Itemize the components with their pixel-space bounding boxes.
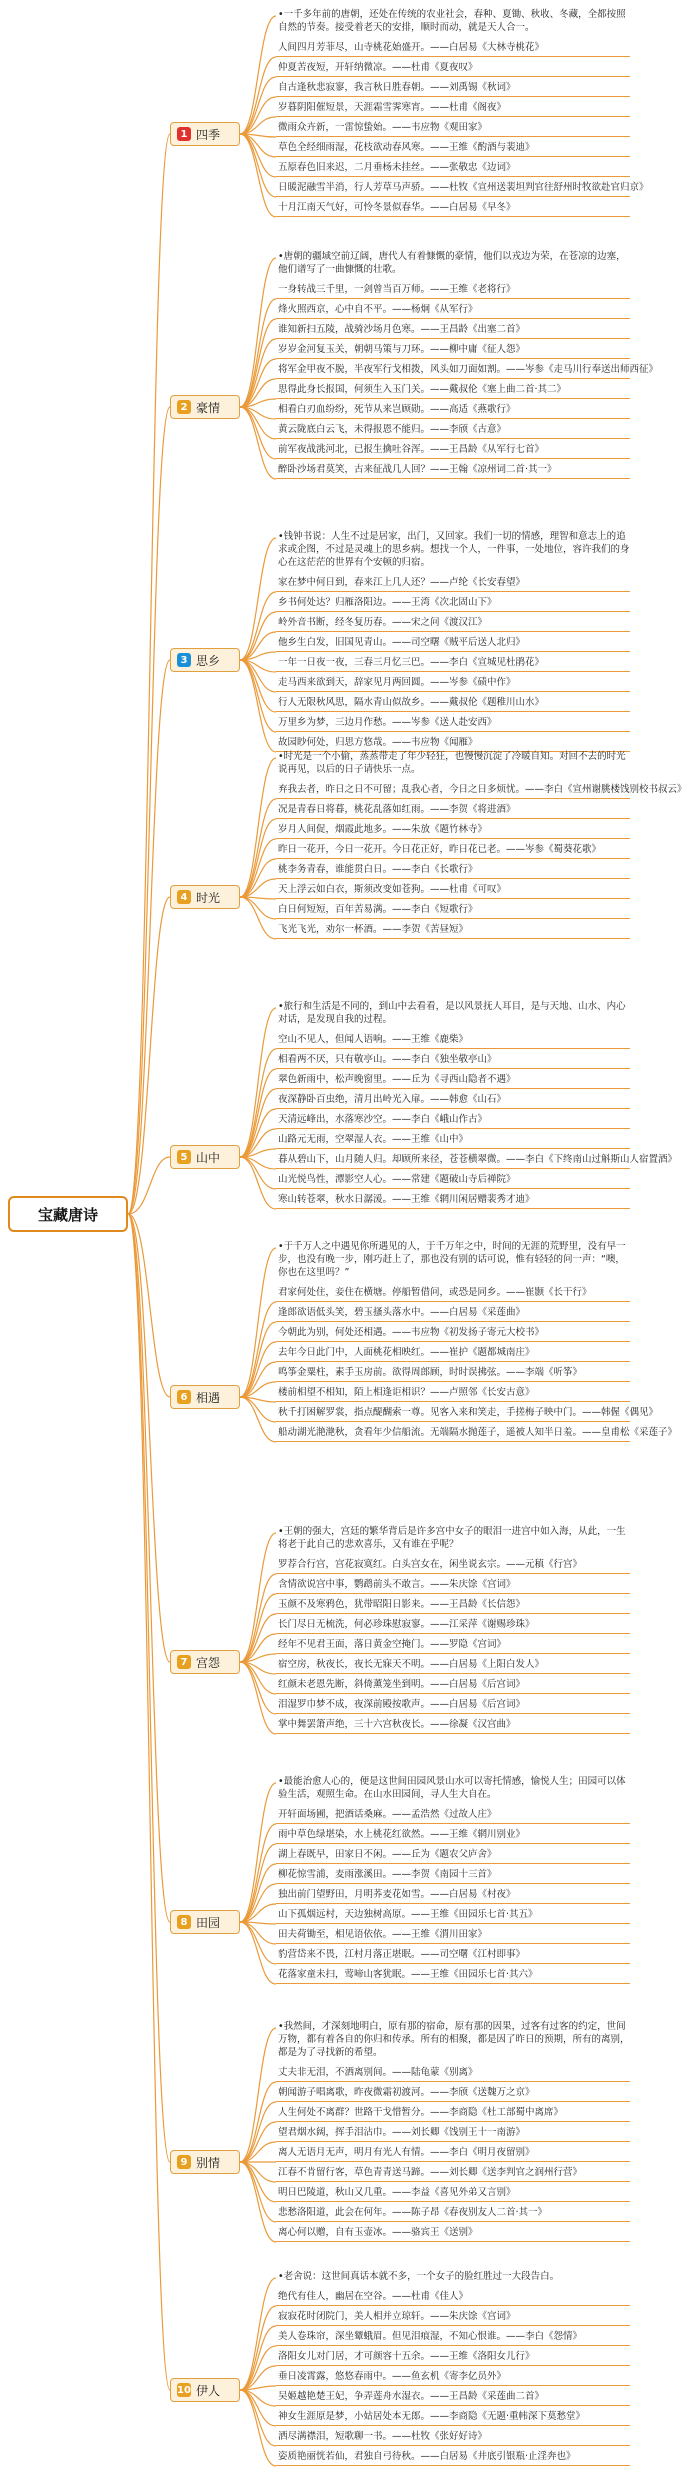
poem-leaf[interactable]: 寒山转苍翠，秋水日潺湲。——王维《辋川闲居赠裴秀才迪》	[276, 1192, 630, 1209]
poem-leaf[interactable]: 飞光飞光，劝尔一杯酒。——李贺《苦昼短》	[276, 922, 630, 939]
section-block-farewell	[276, 2020, 630, 2245]
connector-line	[240, 134, 276, 177]
section-block-spring	[276, 8, 649, 220]
connector-line	[240, 1089, 276, 1157]
topic-node-field[interactable]	[170, 1910, 240, 1934]
poem-leaf[interactable]: 夜深静卧百虫绝，清月出岭光入扉。——韩愈《山石》	[276, 1092, 630, 1109]
connector-line	[240, 2102, 276, 2162]
poem-leaf[interactable]: 前军夜战洮河北，已报生擒吐谷浑。——王昌龄《从军行七首》	[276, 442, 630, 459]
connector-line	[240, 1662, 276, 1714]
poem-leaf[interactable]: 山下孤烟远村，天边独树高原。——王维《田园乐七首·其五》	[276, 1907, 630, 1924]
section-block-beauty	[276, 2270, 630, 2469]
poem-leaf[interactable]: 一年一日夜一夜，三春三月忆三巴。——李白《宣城见杜鹃花》	[276, 655, 630, 672]
poem-leaf[interactable]: 今朝此为别，何处还相遇。——韦应物《初发扬子寄元大校书》	[276, 1325, 630, 1342]
poem-leaf[interactable]: 相看两不厌，只有敬亭山。——李白《独坐敬亭山》	[276, 1052, 630, 1069]
topic-title: 思乡	[196, 653, 221, 668]
poem-leaf[interactable]: 弃我去者，昨日之日不可留；乱我心者，今日之日多烦忧。——李白《宣州谢朓楼饯别校书叔云》	[276, 782, 630, 799]
section-block-mountain	[276, 1000, 678, 1212]
connector-line	[240, 2122, 276, 2162]
section-intro: •时光是一个小偷，蒸蒸带走了年少轻狂，也慢慢沉淀了冷暖自知。对回不去的时光说再见，以后的日子请快乐一点。	[278, 751, 626, 775]
poem-leaf[interactable]: 田夫荷锄至，相见语依依。——王维《渭川田家》	[276, 1927, 630, 1944]
number-badge-icon: 7	[177, 1655, 191, 1669]
connector-line	[240, 1157, 276, 1209]
root-node[interactable]	[8, 1196, 128, 1232]
poem-leaf[interactable]: 长门尽日无梳洗，何必珍珠慰寂寥。——江采萍《谢赐珍珠》	[276, 1617, 630, 1634]
poem-leaf[interactable]: 一身转战三千里，一剑曾当百万师。——王维《老将行》	[276, 282, 630, 299]
poem-leaf[interactable]: 豹营岱来不畏，江村月落正堪眠。——司空曙《江村即事》	[276, 1947, 630, 1964]
poem-leaf[interactable]: 泪湿罗巾梦不成，夜深前殿按歌声。——白居易《后宫词》	[276, 1697, 630, 1714]
poem-leaf[interactable]: 掌中舞罢箫声绝，三十六宫秋夜长。——徐凝《汉宫曲》	[276, 1717, 630, 1734]
connector-line	[240, 1248, 276, 1397]
section-block-palace	[276, 1525, 630, 1737]
poem-leaf[interactable]: 谁知新扫五陵，战骑沙场月色寒。——王昌龄《出塞二首》	[276, 322, 630, 339]
poem-leaf[interactable]: 明日巴陵道，秋山又几重。——李益《喜见外弟又言别》	[276, 2185, 630, 2202]
section-block-heroism	[276, 250, 659, 482]
poem-leaf[interactable]: 秋千打困解罗裳，指点醍醐索一尊。见客入来和笑走，手搓梅子映中门。——韩偓《偶见》	[276, 1405, 630, 1422]
connector-line	[240, 2162, 276, 2202]
poem-leaf[interactable]: 垂日凌霄露，悠悠春雨中。——鱼玄机《寄李亿员外》	[276, 2369, 630, 2386]
connector-line	[240, 1533, 276, 1662]
connector-line	[240, 407, 276, 479]
connector-line	[240, 897, 276, 919]
topic-node-encounter[interactable]	[170, 1385, 240, 1409]
poem-leaf[interactable]: 神女生涯原是梦，小姑居处本无郎。——李商隐《无题·重帏深下莫愁堂》	[276, 2409, 630, 2426]
connector-line	[240, 538, 276, 660]
poem-leaf[interactable]: 翠色新雨中，松声晚窗里。——丘为《寻西山隐者不遇》	[276, 1072, 630, 1089]
number-badge-icon: 5	[177, 1150, 191, 1164]
poem-leaf[interactable]: 朝闻游子唱离歌，昨夜微霜初渡河。——李颀《送魏万之京》	[276, 2085, 630, 2102]
poem-leaf[interactable]: 玉颜不及寒鸦色，犹带昭阳日影来。——王昌龄《长信怨》	[276, 1597, 630, 1614]
poem-leaf[interactable]: 相看白刃血纷纷，死节从来岂顾勋。——高适《燕歌行》	[276, 402, 630, 419]
poem-leaf[interactable]: 行人无限秋风思，隔水青山似故乡。——戴叔伦《题稚川山水》	[276, 695, 630, 712]
poem-leaf[interactable]: 开轩面场圃，把酒话桑麻。——孟浩然《过故人庄》	[276, 1807, 630, 1824]
connector-line	[128, 407, 170, 1214]
section-block-homesick	[276, 530, 630, 755]
section-intro: •我然间，才深刻地明白，原有那的宿命，原有那的因果，过客有过客的约定，世间万物，都有着各自的你归和传承。所有的相聚，都是因了昨日的预期，所有的离别，都是为了寻找新的希望。	[278, 2021, 630, 2058]
poem-leaf[interactable]: 草色全经细雨湿，花枝欲动春风寒。——王维《酌酒与裴迪》	[276, 140, 630, 157]
topic-node-time[interactable]	[170, 885, 240, 909]
poem-leaf[interactable]: 万里乡为梦，三边月作愁。——岑参《送人赴安西》	[276, 715, 630, 732]
connector-line	[128, 660, 170, 1214]
connector-line	[240, 1049, 276, 1157]
section-intro: •唐朝的疆域空前辽阔，唐代人有着慷慨的豪情，他们以戎边为荣，在苍凉的边塞，他们谱写了一曲慷慨的壮歌。	[278, 251, 626, 275]
poem-leaf[interactable]: 岁岁金河复玉关，朝朝马策与刀环。——柳中庸《征人怨》	[276, 342, 630, 359]
poem-leaf[interactable]: 楼前相望不相知，陌上相逢讵相识？——卢照邻《长安古意》	[276, 1385, 630, 1402]
poem-leaf[interactable]: 乡书何处达？归雁洛阳边。——王湾《次北固山下》	[276, 595, 630, 612]
connector-line	[240, 299, 276, 407]
poem-leaf[interactable]: 五原春色旧来迟，二月垂杨未挂丝。——张敬忠《边词》	[276, 160, 630, 177]
poem-leaf[interactable]: 家在梦中何日到，春来江上几人还？——卢纶《长安春望》	[276, 575, 630, 592]
connector-line	[240, 1322, 276, 1397]
poem-leaf[interactable]: 姿质艳丽恍若仙，君独自弓待秋。——白居易《井底引银瓶·止淫奔也》	[276, 2449, 630, 2466]
number-badge-icon: 6	[177, 1390, 191, 1404]
connector-line	[128, 1214, 170, 2162]
topic-node-homesick[interactable]	[170, 648, 240, 672]
topic-title: 山中	[196, 1150, 221, 1165]
poem-leaf[interactable]: 洒尽满襟泪，短歌聊一书。——杜牧《张好好诗》	[276, 2429, 630, 2446]
poem-leaf[interactable]: 山光悦鸟性，潭影空人心。——常建《题破山寺后禅院》	[276, 1172, 630, 1189]
poem-leaf[interactable]: 洛阳女儿对门居，才可颜容十五余。——王维《洛阳女儿行》	[276, 2349, 630, 2366]
poem-leaf[interactable]: 悲愁洛阳道，此会在何年。——陈子昂《春夜别友人二首·其一》	[276, 2205, 630, 2222]
section-intro: •老舍说：这世间真话本就不多，一个女子的脸红胜过一大段告白。	[278, 2271, 560, 2282]
poem-leaf[interactable]: 岭外音书断，经冬复历春。——宋之问《渡汉江》	[276, 615, 630, 632]
root-title: 宝藏唐诗	[37, 1205, 98, 1224]
section-intro: •最能治愈人心的，便是这世间田园风景山水可以寄托情感，愉悦人生；田园可以体验生活，观照生命。在山水田园间，寻人生大自在。	[278, 1776, 626, 1800]
poem-leaf[interactable]: 昨日一花开，今日一花开。今日花正好，昨日花已老。——岑参《蜀葵花歌》	[276, 842, 630, 859]
connector-line	[240, 1397, 276, 1442]
section-block-time	[276, 750, 687, 942]
poem-leaf[interactable]: 天清远峰出，水落寒沙空。——李白《峨山作古》	[276, 1112, 630, 1129]
number-badge-icon: 4	[177, 890, 191, 904]
poem-leaf[interactable]: 醉卧沙场君莫笑，古来征战几人回？——王翰《凉州词二首·其一》	[276, 462, 630, 479]
number-badge-icon: 9	[177, 2155, 191, 2169]
poem-leaf[interactable]: 黄云陇底白云飞，未得报恩不能归。——李颀《古意》	[276, 422, 630, 439]
topic-title: 相遇	[196, 1390, 221, 1405]
topic-title: 别情	[196, 2155, 221, 2170]
poem-leaf[interactable]: 天上浮云如白衣，斯须改变如苍狗。——杜甫《可叹》	[276, 882, 630, 899]
topic-node-heroism[interactable]	[170, 395, 240, 419]
connector-line	[240, 799, 276, 897]
poem-leaf[interactable]: 君家何处住，妾住在横塘。停船暂借问，或恐是同乡。——崔颢《长干行》	[276, 1285, 630, 1302]
poem-leaf[interactable]: 走马西来欲到天，辞家见月两回圆。——岑参《碛中作》	[276, 675, 630, 692]
section-block-encounter	[276, 1240, 678, 1445]
poem-leaf[interactable]: 绝代有佳人，幽居在空谷。——杜甫《佳人》	[276, 2289, 630, 2306]
poem-leaf[interactable]: 宿空房，秋夜长，夜长无寐天不明。——白居易《上阳白发人》	[276, 1657, 630, 1674]
connector-line	[240, 407, 276, 459]
poem-leaf[interactable]: 逢郎欲语低头笑，碧玉搔头落水中。——白居易《采莲曲》	[276, 1305, 630, 1322]
topic-title: 宫怨	[196, 1655, 221, 1670]
topic-node-farewell[interactable]	[170, 2150, 240, 2174]
poem-leaf[interactable]: 离人无语月无声，明月有光人有情。——李白《明月夜留别》	[276, 2145, 630, 2162]
poem-leaf[interactable]: 经年不见君王面，落日黄金空掩门。——罗隐《宫词》	[276, 1637, 630, 1654]
topic-title: 豪情	[196, 400, 221, 415]
section-intro: •钱钟书说：人生不过是居家，出门，又回家。我们一切的情感，理智和意志上的追求或企图，不过是灵魂上的思乡病。想找一个人，一件事，一处地位，容许我们的身心在这茫茫的世界有个安顿的归宿。	[278, 531, 630, 568]
poem-leaf[interactable]: 湖上春既早，田家日不闲。——丘为《题农父庐舍》	[276, 1847, 630, 1864]
connector-line	[240, 1594, 276, 1662]
connector-line	[240, 758, 276, 897]
poem-leaf[interactable]: 离心何以赠，自有玉壶冰。——骆宾王《送别》	[276, 2225, 630, 2242]
topic-node-palace[interactable]	[170, 1650, 240, 1674]
poem-leaf[interactable]: 船动湖光滟滟秋，贪看年少信船流。无端隔水抛莲子，遥被人知半日羞。——皇甫松《采莲子》	[276, 1425, 630, 1442]
section-intro: •一千多年前的唐朝，还处在传统的农业社会，春种、夏锄、秋收、冬藏，全都按照自然的节奏。接受着老天的安排，顺时而动，就是天人合一。	[278, 9, 626, 33]
poem-leaf[interactable]: 白日何短短，百年苦易满。——李白《短歌行》	[276, 902, 630, 919]
connector-line	[240, 134, 276, 197]
connector-line	[240, 1662, 276, 1734]
poem-leaf[interactable]: 人间四月芳菲尽，山寺桃花始盛开。——白居易《大林寺桃花》	[276, 40, 630, 57]
poem-leaf[interactable]: 自古逢秋悲寂寥，我言秋日胜春朝。——刘禹锡《秋词》	[276, 80, 630, 97]
poem-leaf[interactable]: 柳花惊雪浦，麦雨涨溪田。——李贺《南园十三首》	[276, 1867, 630, 1884]
poem-leaf[interactable]: 故园眇何处，归思方悠哉。——韦应物《闻雁》	[276, 735, 630, 752]
connector-line	[240, 1922, 276, 1984]
poem-leaf[interactable]: 岁暮阴阳催短景，天涯霜雪霁寒宵。——杜甫《阁夜》	[276, 100, 630, 117]
poem-leaf[interactable]: 微雨众卉新，一雷惊蛰始。——韦应物《观田家》	[276, 120, 630, 137]
poem-leaf[interactable]: 思得此身长报国，何须生入玉门关。——戴叔伦《塞上曲二首·其二》	[276, 382, 630, 399]
connector-line	[240, 2162, 276, 2242]
number-badge-icon: 3	[177, 653, 191, 667]
connector-line	[240, 2278, 276, 2390]
poem-leaf[interactable]: 美人卷珠帘，深坐颦蛾眉。但见泪痕湿，不知心恨谁。——李白《怨情》	[276, 2329, 630, 2346]
poem-leaf[interactable]: 他乡生白发，旧国见青山。——司空曙《贼平后送人北归》	[276, 635, 630, 652]
poem-leaf[interactable]: 罗荐合行宫，宫花寂寞红。白头宫女在，闲坐说玄宗。——元稹《行宫》	[276, 1557, 630, 1574]
topic-node-spring[interactable]	[170, 122, 240, 146]
connector-line	[240, 2390, 276, 2426]
topic-node-beauty[interactable]	[170, 2378, 240, 2402]
connector-line	[240, 1783, 276, 1922]
connector-line	[240, 2346, 276, 2390]
poem-leaf[interactable]: 人生何处不离群？世路干戈惜暂分。——李商隐《杜工部蜀中离席》	[276, 2105, 630, 2122]
poem-leaf[interactable]: 红颜未老恩先断，斜倚薰笼坐到明。——白居易《后宫词》	[276, 1677, 630, 1694]
poem-leaf[interactable]: 山路元无雨，空翠湿人衣。——王维《山中》	[276, 1132, 630, 1149]
connector-line	[128, 1214, 170, 1922]
connector-line	[128, 1214, 170, 1662]
topic-title: 四季	[196, 127, 221, 142]
poem-leaf[interactable]: 况是青春日将暮，桃花乱落如红雨。——李贺《将进酒》	[276, 802, 630, 819]
poem-leaf[interactable]: 丈夫非无泪，不洒离别间。——陆龟蒙《别离》	[276, 2065, 630, 2082]
connector-line	[240, 660, 276, 732]
poem-leaf[interactable]: 去年今日此门中，人面桃花相映红。——崔护《题都城南庄》	[276, 1345, 630, 1362]
section-intro: •旅行和生活是不同的，到山中去看看，是以风景抚人耳目，是与天地、山水、内心对话，是发现自我的过程。	[278, 1001, 626, 1025]
poem-leaf[interactable]: 独出前门望野田，月明荞麦花如雪。——白居易《村夜》	[276, 1887, 630, 1904]
topic-title: 伊人	[196, 2383, 221, 2398]
connector-line	[240, 57, 276, 134]
poem-leaf[interactable]: 日暖泥融雪半消，行人芳草马声骄。——杜牧《宣州送裴坦判官往舒州时牧欲赴官归京》	[276, 180, 630, 197]
poem-leaf[interactable]: 雨中草色绿堪染，水上桃花红欲然。——王维《辋川别业》	[276, 1827, 630, 1844]
section-intro: •于千万人之中遇见你所遇见的人，于千万年之中，时间的无涯的荒野里，没有早一步，也没有晚一步，刚巧赶上了，那也没有别的话可说，惟有轻轻的问一声：“噢，你也在这里吗？”	[278, 1241, 626, 1278]
number-badge-icon: 2	[177, 400, 191, 414]
connector-line	[240, 97, 276, 134]
poem-leaf[interactable]: 江春不肯留行客，草色青青送马蹄。——刘长卿《送李判官之润州行营》	[276, 2165, 630, 2182]
poem-leaf[interactable]: 岁月人间促，烟霞此地多。——朱放《题竹林寺》	[276, 822, 630, 839]
number-badge-icon: 8	[177, 1915, 191, 1929]
poem-leaf[interactable]: 望君烟水阔，挥手泪沾巾。——刘长卿《饯别王十一南游》	[276, 2125, 630, 2142]
poem-leaf[interactable]: 暮从碧山下，山月随人归。却顾所来径，苍苍横翠微。——李白《下终南山过斛斯山人宿置酒》	[276, 1152, 630, 1169]
poem-leaf[interactable]: 寂寂花时闭院门，美人相并立琼轩。——朱庆馀《宫词》	[276, 2309, 630, 2326]
poem-leaf[interactable]: 桃李务青春，谁能贯白日。——李白《长歌行》	[276, 862, 630, 879]
poem-leaf[interactable]: 花落家童未扫，莺啼山客犹眠。——王维《田园乐七首·其六》	[276, 1967, 630, 1984]
poem-leaf[interactable]: 仲夏苦夜短，开轩纳微凉。——杜甫《夏夜叹》	[276, 60, 630, 77]
connector-line	[240, 1922, 276, 1944]
poem-leaf[interactable]: 鸣筝金粟柱，素手玉房前。欲得周郎顾，时时误拂弦。——李端《听筝》	[276, 1365, 630, 1382]
poem-leaf[interactable]: 吴姬越艳楚王妃，争弄莲舟水湿衣。——王昌龄《采莲曲二首》	[276, 2389, 630, 2406]
topic-node-mountain[interactable]	[170, 1145, 240, 1169]
poem-leaf[interactable]: 十月江南天气好，可怜冬景似春华。——白居易《早冬》	[276, 200, 630, 217]
poem-leaf[interactable]: 空山不见人，但闻人语响。——王维《鹿柴》	[276, 1032, 630, 1049]
topic-title: 时光	[196, 890, 221, 905]
poem-leaf[interactable]: 将军金甲夜不脱，半夜军行戈相拨，风头如刀面如割。——岑参《走马川行奉送出师西征》	[276, 362, 630, 379]
topic-title: 田园	[196, 1915, 221, 1930]
connector-line	[240, 339, 276, 407]
section-intro: •王朝的强大，宫廷的繁华背后是许多宫中女子的眼泪一进宫中如入海，从此，一生将老于此自己的悲欢喜乐，又有谁在乎呢？	[278, 1526, 626, 1550]
connector-line	[240, 2390, 276, 2466]
poem-leaf[interactable]: 烽火照西京，心中自不平。——杨炯《从军行》	[276, 302, 630, 319]
number-badge-icon: 1	[177, 127, 191, 141]
connector-line	[240, 2162, 276, 2222]
connector-line	[128, 134, 170, 1214]
connector-line	[240, 1824, 276, 1922]
section-block-field	[276, 1775, 630, 1987]
number-badge-icon: 10	[177, 2384, 191, 2396]
poem-leaf[interactable]: 含情欲说宫中事，鹦鹉前头不敢言。——朱庆馀《宫词》	[276, 1577, 630, 1594]
connector-line	[240, 660, 276, 752]
